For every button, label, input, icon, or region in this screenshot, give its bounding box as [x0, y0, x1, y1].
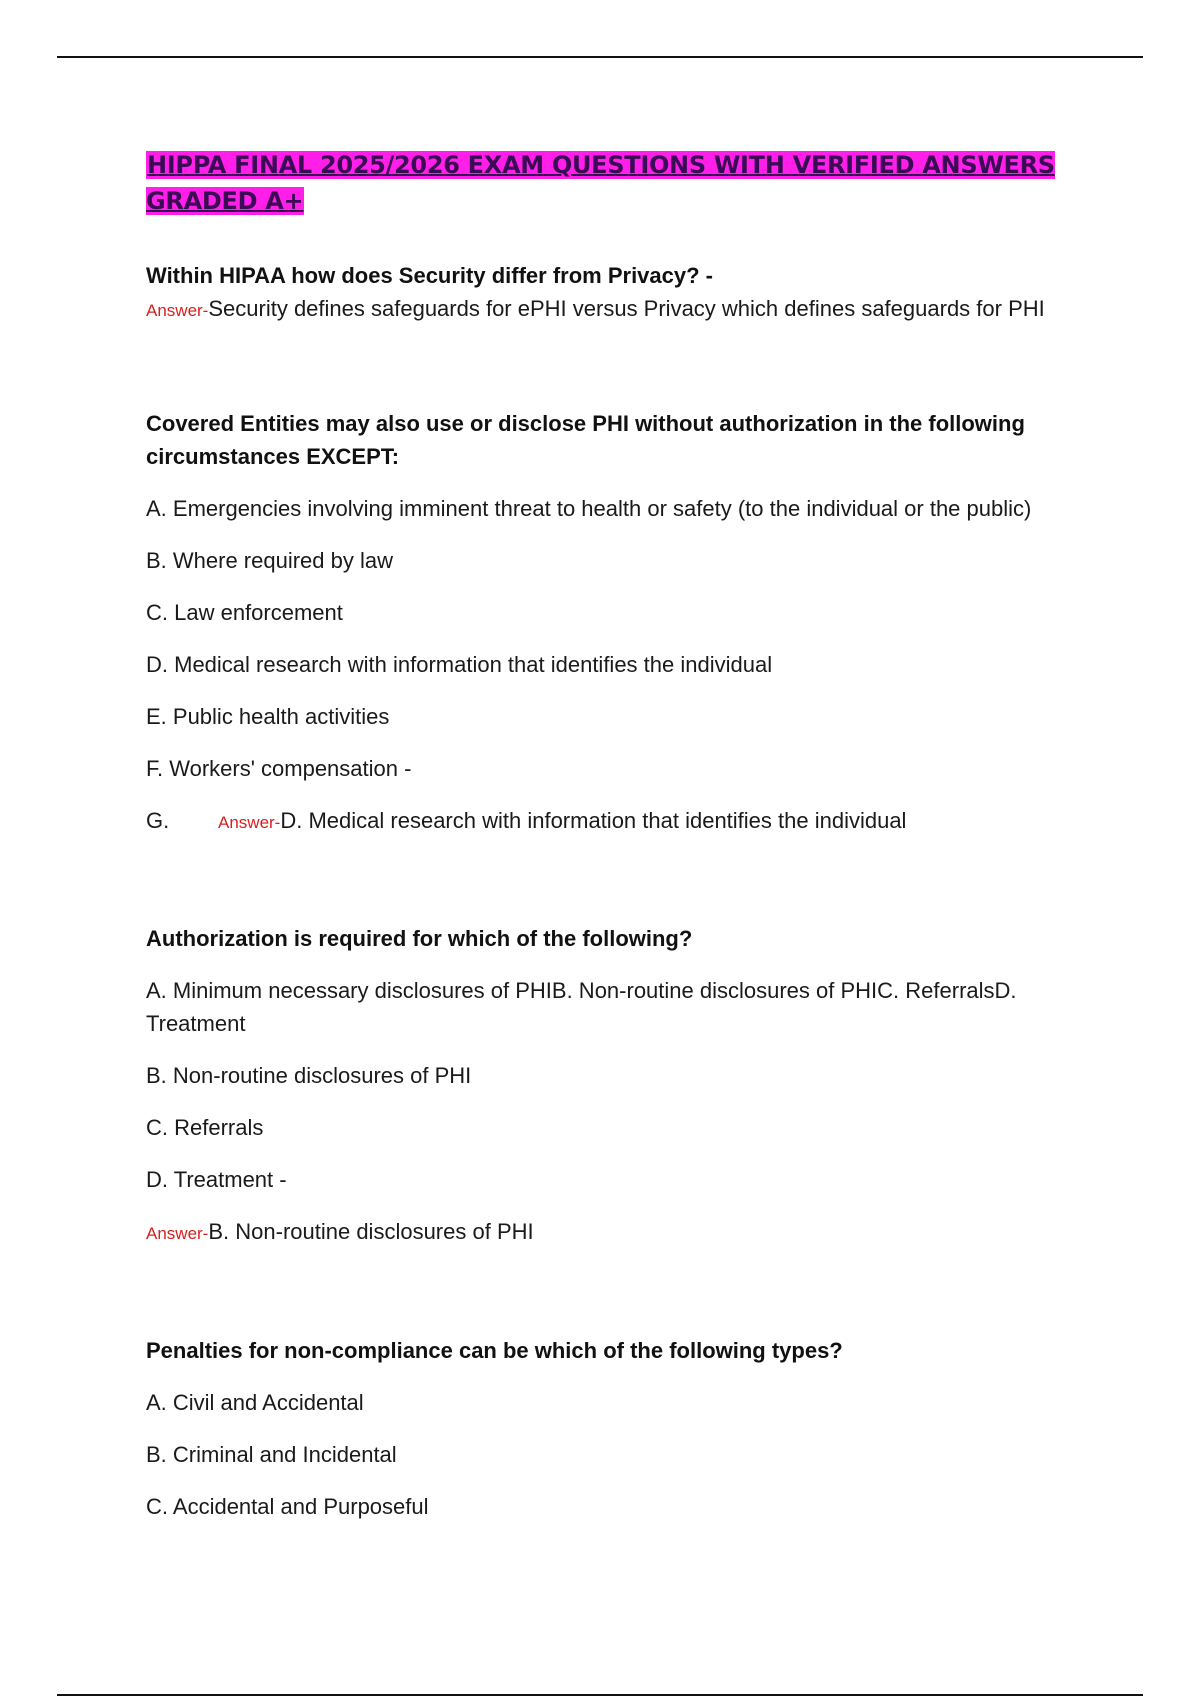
- answer-line: [146, 1215, 1086, 1250]
- option-d: D. Medical research with information that identifies the individual: [146, 652, 773, 677]
- question-block-4: [146, 1334, 1086, 1523]
- top-rule: [57, 56, 1143, 58]
- option-b: B. Criminal and Incidental: [146, 1442, 397, 1467]
- option-a: A. Minimum necessary disclosures of PHIB. Non-routine disclosures of PHIC. ReferralsD. Treatment: [146, 978, 1017, 1036]
- option-a: A. Civil and Accidental: [146, 1390, 364, 1415]
- option-c: C. Referrals: [146, 1115, 264, 1140]
- document-body: [146, 147, 1086, 1523]
- answer-line: [146, 292, 1086, 327]
- option-c: C. Law enforcement: [146, 600, 343, 625]
- option-b: B. Where required by law: [146, 548, 393, 573]
- bottom-rule: [57, 1694, 1143, 1696]
- answer-text: Security defines safeguards for ePHI versus Privacy which defines safeguards for PHI: [208, 296, 1045, 321]
- answer-label: Answer-: [218, 813, 281, 832]
- question-text: Penalties for non-compliance can be which of the following types?: [146, 1338, 843, 1363]
- question-block-1: [146, 259, 1086, 327]
- option-e: E. Public health activities: [146, 704, 390, 729]
- question-text: Authorization is required for which of the following?: [146, 926, 693, 951]
- option-g-letter: G.: [146, 808, 170, 833]
- option-a: A. Emergencies involving imminent threat to health or safety (to the individual or the public): [146, 496, 1032, 521]
- option-b: B. Non-routine disclosures of PHI: [146, 1063, 472, 1088]
- answer-label: Answer-: [146, 301, 209, 320]
- option-f: F. Workers' compensation -: [146, 756, 412, 781]
- question-text: Within HIPAA how does Security differ from Privacy? -: [146, 263, 713, 288]
- question-block-2: [146, 407, 1086, 839]
- answer-text: B. Non-routine disclosures of PHI: [208, 1219, 534, 1244]
- option-c: C. Accidental and Purposeful: [146, 1494, 429, 1519]
- document-title: HIPPA FINAL 2025/2026 EXAM QUESTIONS WITH VERIFIED ANSWERS GRADED A+: [146, 151, 1055, 215]
- question-text: Covered Entities may also use or disclose PHI without authorization in the following circumstances EXCEPT:: [146, 411, 1025, 469]
- option-d: D. Treatment -: [146, 1167, 287, 1192]
- answer-label: Answer-: [146, 1224, 209, 1243]
- answer-line: [146, 804, 1086, 839]
- answer-text: D. Medical research with information that identifies the individual: [280, 808, 907, 833]
- question-block-3: [146, 922, 1086, 1250]
